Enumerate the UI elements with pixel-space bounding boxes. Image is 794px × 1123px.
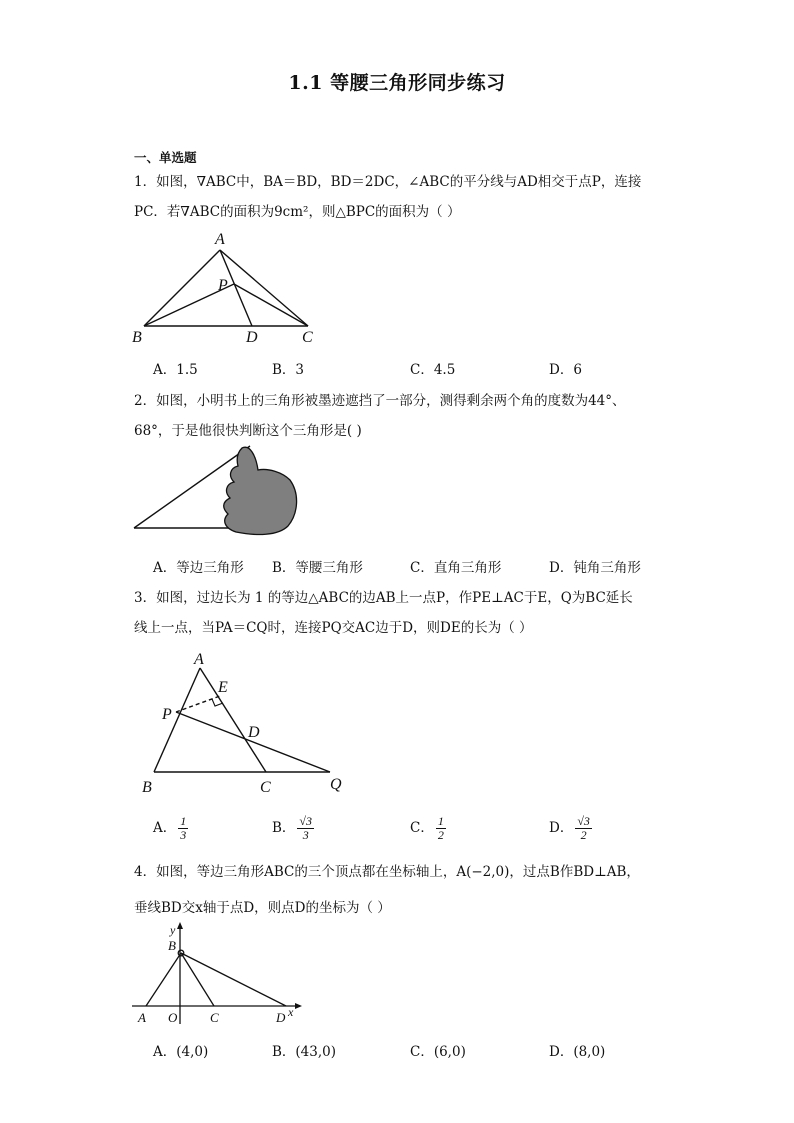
ink-blot <box>224 447 297 534</box>
q3-option-c[interactable] <box>410 815 446 842</box>
q3-option-b[interactable] <box>272 815 314 842</box>
q3-option-c-den: 2 <box>437 828 444 842</box>
q4-option-c[interactable]: C．(6,0) <box>410 1044 466 1060</box>
q1-label-c: C <box>302 329 313 346</box>
q3-option-a[interactable] <box>153 815 188 842</box>
q3-option-b-num: √3 <box>299 814 313 828</box>
q4-option-b[interactable]: B．(43,0) <box>272 1044 337 1060</box>
q3-option-d-num: √3 <box>577 814 590 828</box>
q4-label-c: C <box>210 1010 219 1025</box>
q3-option-b-den: 3 <box>302 828 309 842</box>
q3-option-a-den: 3 <box>180 828 187 842</box>
q1-text-line1: 1．如图，∇ABC中，BA＝BD，BD＝2DC，∠ABC的平分线与AD相交于点P，连接 <box>134 174 642 190</box>
q4-option-d[interactable]: D．(8,0) <box>549 1044 606 1060</box>
q2-option-b[interactable]: B．等腰三角形 <box>272 560 363 576</box>
q1-figure <box>130 230 330 348</box>
q3-label-a: A <box>194 651 204 668</box>
q1-label-b: B <box>132 329 142 346</box>
q2-text-line1: 2．如图，小明书上的三角形被墨迹遮挡了一部分，测得剩余两个角的度数为44°、 <box>134 393 626 409</box>
q4-text-line1: 4．如图，等边三角形ABC的三个顶点都在坐标轴上，A(−2,0)，过点B作BD⊥AB， <box>134 864 640 880</box>
q1-text-line2: PC．若∇ABC的面积为9cm²，则△BPC的面积为（ ） <box>134 204 461 220</box>
section-heading: 一、单选题 <box>134 150 197 165</box>
q3-option-c-num: 1 <box>437 814 444 828</box>
q3-text-line1: 3．如图，过边长为 1 的等边△ABC的边AB上一点P，作PE⊥AC于E，Q为BC延长 <box>134 590 633 606</box>
q2-option-a[interactable]: A．等边三角形 <box>153 560 244 576</box>
q1-label-a: A <box>215 231 225 248</box>
q3-label-c: C <box>260 779 271 796</box>
q3-label-p: P <box>162 706 172 723</box>
page-title: 1.1 等腰三角形同步练习 <box>288 72 506 94</box>
q2-figure <box>130 442 305 538</box>
q4-option-a[interactable]: A．(4,0) <box>153 1044 209 1060</box>
q3-figure <box>136 646 356 796</box>
q3-label-d: D <box>248 724 260 741</box>
q2-text-line2: 68°，于是他很快判断这个三角形是( ) <box>134 423 362 439</box>
q1-label-d: D <box>246 329 258 346</box>
q3-option-a-letter: A． <box>153 820 177 836</box>
q4-label-o: O <box>168 1010 178 1025</box>
q1-option-c[interactable]: C．4.5 <box>410 362 456 378</box>
q3-option-a-num: 1 <box>180 814 187 828</box>
q4-label-a: A <box>138 1010 146 1025</box>
q3-text-line2: 线上一点，当PA＝CQ时，连接PQ交AC边于D，则DE的长为（ ） <box>134 620 533 636</box>
q4-text-line2: 垂线BD交x轴于点D，则点D的坐标为（ ） <box>134 900 391 916</box>
q3-option-c-letter: C． <box>410 820 434 836</box>
q4-label-x: x <box>288 1005 294 1019</box>
q4-figure <box>130 920 310 1030</box>
q2-option-c[interactable]: C．直角三角形 <box>410 560 502 576</box>
q1-label-p: P <box>218 277 228 294</box>
q3-option-d-den: 2 <box>580 828 587 842</box>
q3-option-d[interactable] <box>549 815 592 842</box>
q4-label-y: y <box>170 923 176 937</box>
q4-label-b: B <box>168 938 176 953</box>
q1-option-a[interactable]: A．1.5 <box>153 362 198 378</box>
q1-option-b[interactable]: B．3 <box>272 362 305 378</box>
q1-option-d[interactable]: D．6 <box>549 362 582 378</box>
q3-option-d-letter: D． <box>549 820 574 836</box>
q3-label-e: E <box>218 679 228 696</box>
q2-option-d[interactable]: D．钝角三角形 <box>549 560 641 576</box>
q3-label-q: Q <box>330 776 342 793</box>
q3-option-b-letter: B． <box>272 820 296 836</box>
q3-label-b: B <box>142 779 152 796</box>
q4-label-d: D <box>276 1010 286 1025</box>
